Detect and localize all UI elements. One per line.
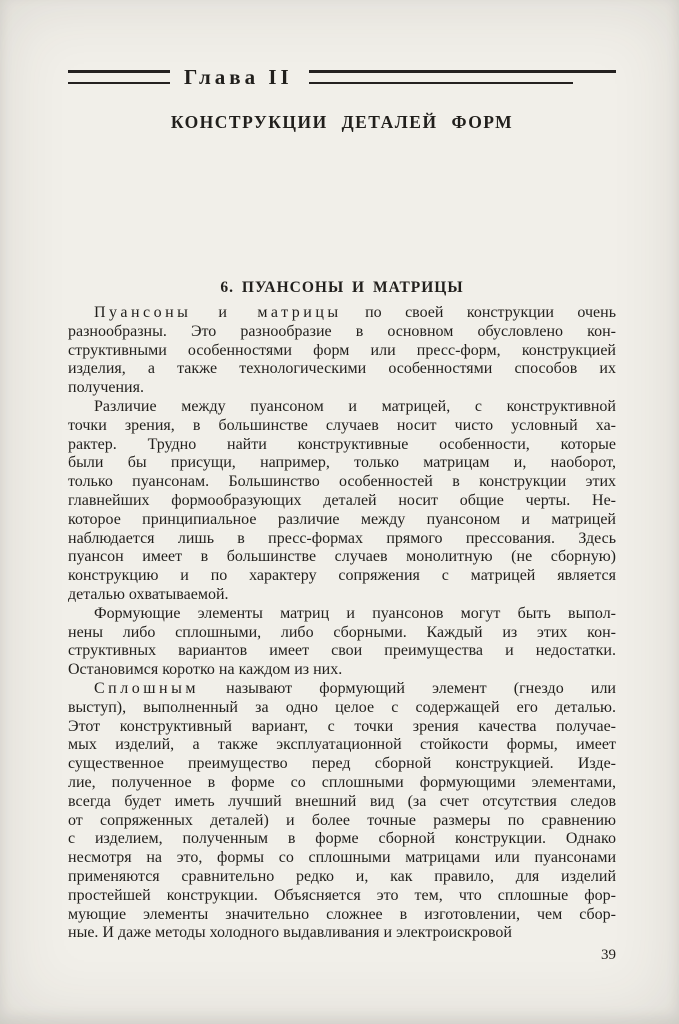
page-number: 39 bbox=[601, 947, 616, 964]
text-line: деталью охватываемой. bbox=[68, 585, 229, 603]
text-line: нены либо сплошными, либо сборными. Каждый из этих кон- bbox=[68, 623, 616, 641]
rule-line bbox=[309, 70, 616, 73]
text-line: точки зрения, в большинстве случаев носит чисто условный ха- bbox=[68, 416, 616, 434]
text-line: которое принципиальное различие между пуансоном и матрицей bbox=[68, 510, 616, 528]
letterspaced-term: Пуансоны и матрицы bbox=[94, 304, 342, 321]
paragraph bbox=[68, 304, 616, 398]
text-line: были бы присущи, например, только матрицам и, наоборот, bbox=[68, 454, 616, 472]
paragraph bbox=[68, 680, 616, 943]
text-line: Формующие элементы матриц и пуансонов могут быть выпол- bbox=[94, 604, 616, 622]
rule-line bbox=[68, 82, 170, 84]
text-line: главнейших формообразующих деталей носит общие черты. Не- bbox=[68, 491, 616, 509]
rule-line bbox=[68, 70, 170, 73]
text-line: от сопряженных деталей) и более точные размеры по сравнению bbox=[68, 811, 616, 829]
text-line: несмотря на это, формы со сплошными матрицами или пуансонами bbox=[68, 849, 616, 867]
text-line: Этот конструктивный вариант, с точки зрения качества получае- bbox=[68, 717, 616, 735]
text-line: Остановимся коротко на каждом из них. bbox=[68, 661, 343, 679]
text-line: Сплошным называют формующий элемент (гнездо или bbox=[94, 679, 616, 697]
text-line: структивными особенностями форм или пресс-форм, конструкцией bbox=[68, 341, 616, 359]
text-line: рактер. Трудно найти конструктивные особенности, которые bbox=[68, 435, 616, 453]
text-line: применяются сравнительно редко и, как правило, для изделий bbox=[68, 867, 616, 885]
text-line: структивных вариантов имеет свои преимущества и недостатки. bbox=[68, 642, 616, 660]
section-heading: 6. ПУАНСОНЫ И МАТРИЦЫ bbox=[220, 279, 464, 296]
text-line: с изделием, полученным в форме сборной конструкции. Однако bbox=[68, 830, 616, 848]
text-line: мых изделий, а также эксплуатационной стойкости формы, имеет bbox=[68, 736, 616, 754]
text-line: всегда будет иметь лучший внешний вид (за счет отсутствия следов bbox=[68, 792, 616, 810]
paragraph bbox=[68, 398, 616, 605]
page-title: КОНСТРУКЦИИ ДЕТАЛЕЙ ФОРМ bbox=[170, 112, 514, 132]
text-line: лие, полученное в форме со сплошными формующими элементами, bbox=[68, 773, 616, 791]
text-line: получения. bbox=[68, 379, 144, 397]
text-line: выступ), выполненный за одно целое с содержащей его деталью. bbox=[68, 698, 616, 716]
chapter-rule-left bbox=[68, 70, 170, 84]
text-line: изделия, а также технологическими особенностями способов их bbox=[68, 360, 616, 378]
rule-line bbox=[309, 82, 573, 84]
text-line: мующие элементы значительно сложнее в изготовлении, чем сбор- bbox=[68, 905, 616, 923]
text-line: только пуансонам. Большинство особенностей в конструкции этих bbox=[68, 473, 616, 491]
chapter-rule-right bbox=[309, 70, 616, 84]
body-text bbox=[68, 304, 616, 943]
chapter-label: Глава II bbox=[184, 64, 293, 89]
text-line: Пуансоны и матрицы по своей конструкции очень bbox=[94, 304, 616, 321]
chapter-header bbox=[68, 62, 616, 92]
text-line: пуансон имеет в большинстве случаев монолитную (не сборную) bbox=[68, 548, 616, 566]
paragraph bbox=[68, 605, 616, 680]
text-line: Различие между пуансоном и матрицей, с конструктивной bbox=[94, 397, 616, 415]
text-line: простейшей конструкции. Объясняется это тем, что сплошные фор- bbox=[68, 886, 616, 904]
text-line: конструкцию и по характеру сопряжения с матрицей является bbox=[68, 567, 616, 585]
letterspaced-term: Сплошным bbox=[94, 679, 199, 697]
text-line: разнообразны. Это разнообразие в основном обусловлено кон- bbox=[68, 322, 616, 340]
text-line: ные. И даже методы холодного выдавливания и электроискровой bbox=[68, 924, 512, 942]
text-line: существенное преимущество перед сборной конструкцией. Изде- bbox=[68, 755, 616, 773]
text-line: наблюдается лишь в пресс-формах прямого прессования. Здесь bbox=[68, 529, 616, 547]
